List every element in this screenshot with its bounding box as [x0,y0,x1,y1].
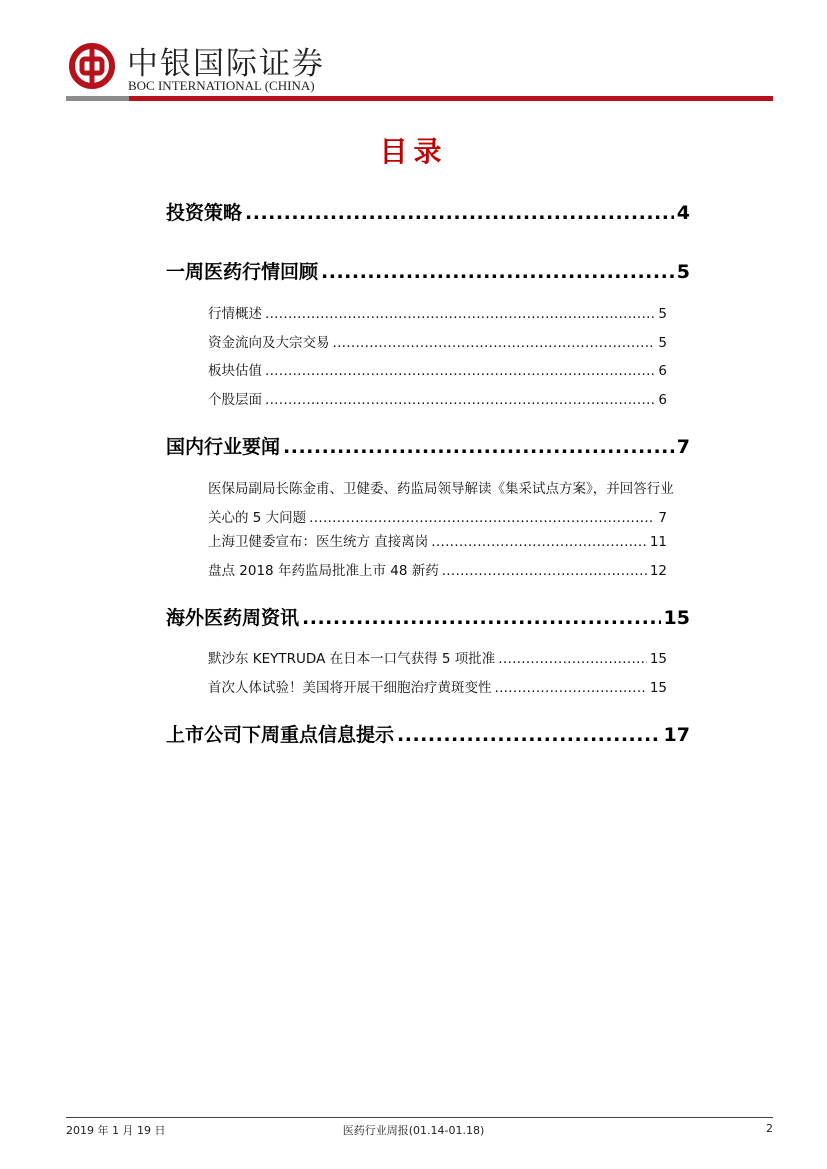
boc-logo-icon [68,42,116,90]
toc-entry-page: 5 [658,335,667,351]
toc-entry-label: 盘点 2018 年药监局批准上市 48 新药 [208,563,439,579]
toc-entry-label: 一周医药行情回顾 [166,261,319,283]
dot-leader [498,651,647,667]
toc-entry-new-drugs-2018[interactable] [208,559,667,579]
toc-entry-individual-stocks[interactable] [208,388,667,408]
toc-entry-label: 行情概述 [208,306,262,322]
toc-entry-capital-flow[interactable] [208,331,667,351]
dot-leader [495,680,647,696]
dot-leader [283,436,674,458]
dot-leader [245,202,674,224]
toc-entry-overseas-news[interactable] [166,603,690,630]
toc-title: 目录 [379,135,448,168]
dot-leader [265,306,655,322]
dot-leader [431,534,647,550]
toc-entry-label: 海外医药周资讯 [166,607,300,629]
toc-entry-label: 板块估值 [208,363,262,379]
toc-entry-page: 7 [658,510,667,526]
toc-entry-page: 15 [663,607,690,629]
dot-leader [397,724,661,746]
toc-entry-page: 11 [649,534,667,550]
toc-entry-stem-cell-trial[interactable] [208,676,667,696]
toc-entry-procurement-pilot[interactable] [208,506,667,526]
toc-entry-page: 5 [676,261,690,283]
toc-entry-label: 投资策略 [166,202,243,224]
dot-leader [309,510,655,526]
dot-leader [265,363,655,379]
toc-entry-page: 15 [649,680,667,696]
dot-leader [302,607,661,629]
toc-entry-label: 关心的 5 大问题 [208,510,307,526]
toc-entry-investment-strategy[interactable] [166,198,690,225]
toc-entry-market-overview[interactable] [208,302,667,322]
dot-leader [442,563,647,579]
brand-name-cn: 中银国际证券 [127,46,325,82]
footer-rule [66,1117,773,1118]
toc-entry-page: 5 [658,306,667,322]
toc-entry-page: 7 [676,436,690,458]
toc-entry-page: 4 [676,202,690,224]
toc-entry-label: 首次人体试验！美国将开展干细胞治疗黄斑变性 [208,680,492,696]
footer-date: 2019 年 1 月 19 日 [66,1124,166,1137]
header-rule-grey [66,96,129,101]
toc-entry-label-line1[interactable]: 医保局副局长陈金甫、卫健委、药监局领导解读《集采试点方案》，并回答行业 [208,481,674,497]
toc-entry-keytruda-japan[interactable] [208,647,667,667]
dot-leader [321,261,674,283]
toc-entry-label: 上市公司下周重点信息提示 [166,724,395,746]
toc-entry-label: 个股层面 [208,392,262,408]
toc-entry-page: 15 [649,651,667,667]
toc-entry-company-calendar[interactable] [166,720,690,747]
dot-leader [333,335,656,351]
toc-entry-label: 国内行业要闻 [166,436,281,458]
toc-entry-page: 17 [663,724,690,746]
toc-entry-label: 上海卫健委宣布：医生统方 直接离岗 [208,534,429,550]
brand-name-en: BOC INTERNATIONAL (CHINA) [128,78,315,93]
dot-leader [265,392,655,408]
toc-entry-page: 6 [658,363,667,379]
toc-entry-label: 默沙东 KEYTRUDA 在日本一口气获得 5 项批准 [208,651,496,667]
toc-entry-page: 12 [649,563,667,579]
toc-entry-weekly-review[interactable] [166,257,690,284]
toc-entry-domestic-news[interactable] [166,432,690,459]
toc-entry-page: 6 [658,392,667,408]
footer-report-title: 医药行业周报(01.14-01.18) [342,1124,485,1137]
toc-entry-shanghai-health[interactable] [208,530,667,550]
footer-page-number: 2 [766,1122,773,1135]
toc-entry-label: 资金流向及大宗交易 [208,335,330,351]
toc-entry-sector-valuation[interactable] [208,359,667,379]
header-rule-red [129,96,773,101]
